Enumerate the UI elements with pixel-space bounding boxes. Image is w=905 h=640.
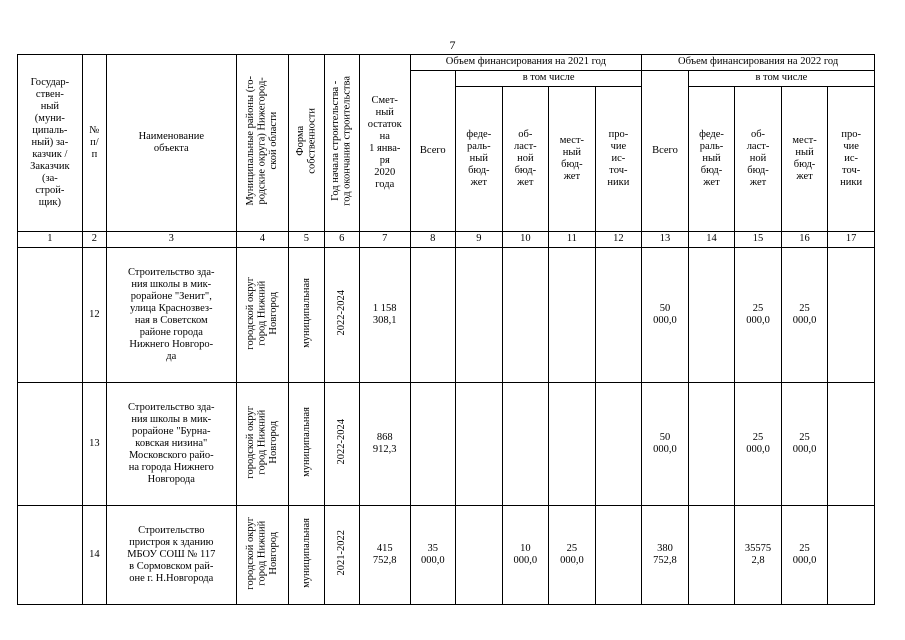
column-numbers-row (18, 232, 875, 248)
cell-district (236, 248, 289, 383)
cell-total-2022: 50 000,0 (642, 248, 689, 383)
cell-years-text: 2021-2022 (335, 530, 347, 576)
cell-district-text: городской округ город Нижний Новгород (245, 276, 280, 350)
header-customer: Государ- ствен- ный (муни- ципаль- ный) за- казчик / Заказчик (за- строй- щик) (18, 55, 83, 232)
cell-other-2021 (595, 383, 642, 506)
cell-customer (18, 383, 83, 506)
cell-ownership (289, 506, 324, 605)
cell-ownership-text: муниципальная (300, 518, 312, 588)
cell-federal-2022 (688, 383, 735, 506)
column-number: 15 (735, 232, 782, 248)
column-number: 10 (502, 232, 549, 248)
header-district (236, 55, 289, 232)
header-federal-2021: федe- раль- ный бюд- жет (456, 87, 503, 232)
cell-estimate: 1 158 308,1 (359, 248, 410, 383)
cell-object-name: Строительство зда- ния школы в мик- рорайоне "Бурна- ковская низина" Московского райо- на города Нижнего Новгорода (107, 383, 237, 506)
cell-customer (18, 506, 83, 605)
cell-num: 13 (82, 383, 106, 506)
table-row (18, 248, 875, 383)
header-num: № п/ п (82, 55, 106, 232)
header-incl-2022: в том числе (688, 71, 874, 87)
header-local-2021: мест- ный бюд- жет (549, 87, 596, 232)
cell-total-2021: 35 000,0 (410, 506, 456, 605)
column-number: 7 (359, 232, 410, 248)
header-total-2021: Всего (410, 71, 456, 232)
header-years (324, 55, 359, 232)
column-number: 14 (688, 232, 735, 248)
cell-regional-2021: 10 000,0 (502, 506, 549, 605)
cell-num: 14 (82, 506, 106, 605)
header-regional-2022: об- ласт- ной бюд- жет (735, 87, 782, 232)
cell-ownership-text: муниципальная (300, 407, 312, 477)
column-number: 13 (642, 232, 689, 248)
column-number: 17 (828, 232, 875, 248)
header-regional-2021: об- ласт- ной бюд- жет (502, 87, 549, 232)
cell-other-2022 (828, 248, 875, 383)
cell-local-2021 (549, 248, 596, 383)
cell-federal-2021 (456, 248, 503, 383)
cell-other-2022 (828, 383, 875, 506)
cell-local-2022: 25 000,0 (781, 383, 828, 506)
cell-customer (18, 248, 83, 383)
cell-years (324, 383, 359, 506)
cell-district-text: городской округ город Нижний Новгород (245, 405, 280, 479)
cell-other-2022 (828, 506, 875, 605)
cell-years (324, 506, 359, 605)
cell-local-2021: 25 000,0 (549, 506, 596, 605)
header-ownership-text: Форма собственности (294, 108, 318, 174)
cell-estimate: 415 752,8 (359, 506, 410, 605)
cell-local-2022: 25 000,0 (781, 248, 828, 383)
cell-district (236, 383, 289, 506)
cell-regional-2022: 25 000,0 (735, 383, 782, 506)
column-number: 8 (410, 232, 456, 248)
table-row (18, 383, 875, 506)
cell-district-text: городской округ город Нижний Новгород (245, 516, 280, 590)
cell-estimate: 868 912,3 (359, 383, 410, 506)
cell-years-text: 2022-2024 (335, 290, 347, 336)
header-estimate: Смет- ный остаток на 1 янва- ря 2020 года (359, 55, 410, 232)
cell-ownership (289, 248, 324, 383)
header-fin-2021: Объем финансирования на 2021 год (410, 55, 642, 71)
column-number: 9 (456, 232, 503, 248)
cell-other-2021 (595, 506, 642, 605)
cell-other-2021 (595, 248, 642, 383)
column-number: 1 (18, 232, 83, 248)
header-total-2022: Всего (642, 71, 689, 232)
header-incl-2021: в том числе (456, 71, 642, 87)
table-row (18, 506, 875, 605)
cell-object-name: Строительство зда- ния школы в мик- рорайоне "Зенит", улица Краснозвез- ная в Советском районе города Нижнего Новгоро- да (107, 248, 237, 383)
cell-regional-2021 (502, 248, 549, 383)
header-row (18, 55, 875, 71)
cell-federal-2021 (456, 506, 503, 605)
cell-district (236, 506, 289, 605)
cell-years-text: 2022-2024 (335, 419, 347, 465)
header-district-text: Муниципальные районы (го- родские округа) Нижегород- ской области (245, 76, 280, 206)
cell-total-2021 (410, 248, 456, 383)
header-ownership (289, 55, 324, 232)
cell-total-2022: 50 000,0 (642, 383, 689, 506)
header-local-2022: мест- ный бюд- жет (781, 87, 828, 232)
cell-num: 12 (82, 248, 106, 383)
cell-total-2022: 380 752,8 (642, 506, 689, 605)
cell-ownership (289, 383, 324, 506)
cell-local-2022: 25 000,0 (781, 506, 828, 605)
column-number: 16 (781, 232, 828, 248)
column-number: 5 (289, 232, 324, 248)
header-other-2022: про- чие ис- точ- ники (828, 87, 875, 232)
page-number: 7 (449, 38, 456, 52)
cell-local-2021 (549, 383, 596, 506)
cell-ownership-text: муниципальная (300, 278, 312, 348)
cell-regional-2022: 35575 2,8 (735, 506, 782, 605)
header-years-text: Год начала строительства - год окончания строительства (330, 76, 353, 206)
cell-federal-2021 (456, 383, 503, 506)
header-federal-2022: федe- раль- ный бюд- жет (688, 87, 735, 232)
cell-regional-2022: 25 000,0 (735, 248, 782, 383)
column-number: 11 (549, 232, 596, 248)
cell-total-2021 (410, 383, 456, 506)
financing-table (17, 54, 875, 605)
cell-object-name: Строительство пристроя к зданию МБОУ СОШ № 117 в Сормовском рай- оне г. Н.Новгорода (107, 506, 237, 605)
header-other-2021: про- чие ис- точ- ники (595, 87, 642, 232)
header-object-name: Наименование объекта (107, 55, 237, 232)
column-number: 2 (82, 232, 106, 248)
column-number: 6 (324, 232, 359, 248)
column-number: 4 (236, 232, 289, 248)
cell-federal-2022 (688, 506, 735, 605)
header-fin-2022: Объем финансирования на 2022 год (642, 55, 875, 71)
column-number: 12 (595, 232, 642, 248)
column-number: 3 (107, 232, 237, 248)
cell-years (324, 248, 359, 383)
cell-regional-2021 (502, 383, 549, 506)
cell-federal-2022 (688, 248, 735, 383)
